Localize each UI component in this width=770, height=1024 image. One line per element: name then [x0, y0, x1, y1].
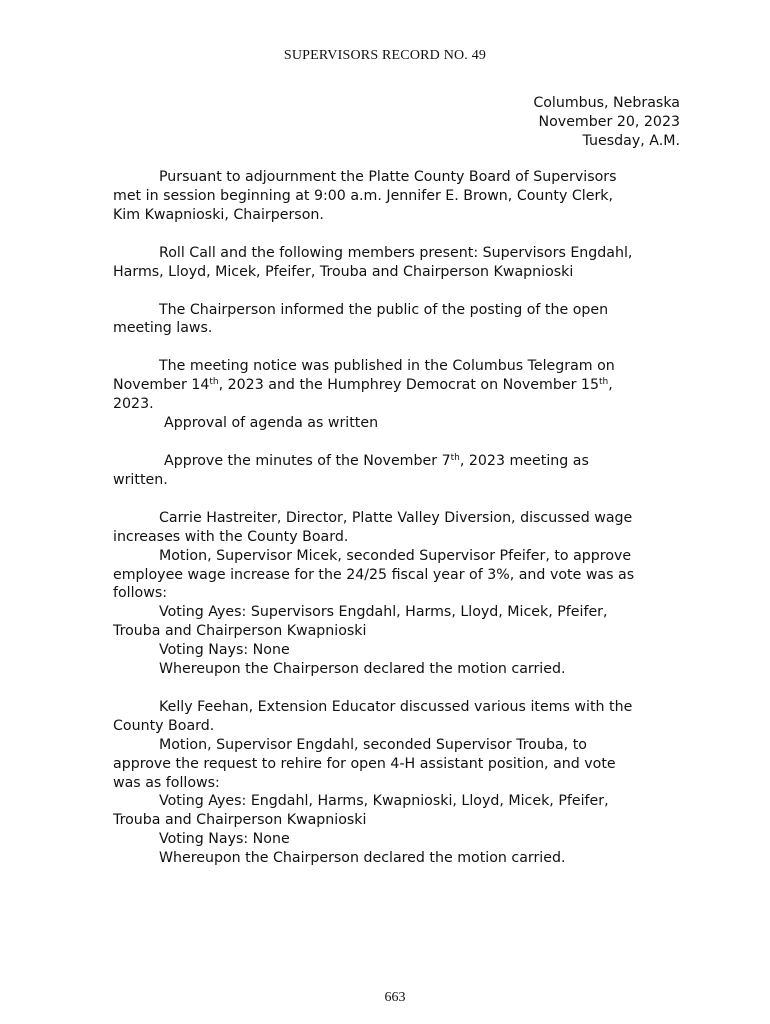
paragraph-wage-discussion [113, 509, 685, 679]
text-line: Carrie Hastreiter, Director, Platte Valley Diversion, discussed wage [159, 509, 633, 526]
paragraph-roll-call [113, 244, 685, 282]
voting-nays: Voting Nays: None [159, 642, 290, 659]
minutes-body [113, 168, 685, 868]
record-title: SUPERVISORS RECORD NO. 49 [283, 48, 487, 63]
agenda-approval: Approval of agenda as written [164, 415, 379, 432]
text-line: Motion, Supervisor Engdahl, seconded Supervisor Trouba, to [159, 736, 587, 753]
text-line: Trouba and Chairperson Kwapnioski [113, 812, 367, 829]
text-line: Voting Ayes: Engdahl, Harms, Kwapnioski, Lloyd, Micek, Pfeifer, [159, 793, 609, 810]
paragraph-meeting-notice [113, 357, 685, 433]
text-line: written. [113, 471, 168, 488]
text-line: Kelly Feehan, Extension Educator discussed various items with the [159, 698, 633, 715]
text-line: employee wage increase for the 24/25 fiscal year of 3%, and vote was as [113, 566, 635, 583]
text-line: meeting laws. [113, 320, 213, 337]
paragraph-open-meeting [113, 301, 685, 339]
paragraph-extension-educator [113, 698, 685, 868]
text-line: Kim Kwapnioski, Chairperson. [113, 206, 324, 223]
text-line: follows: [113, 585, 168, 602]
text-line: County Board. [113, 717, 215, 734]
text-line: Motion, Supervisor Micek, seconded Supervisor Pfeifer, to approve [159, 547, 632, 564]
text-line: Harms, Lloyd, Micek, Pfeifer, Trouba and Chairperson Kwapnioski [113, 263, 574, 280]
meeting-day: Tuesday, A.M. [582, 133, 680, 149]
text-line: was as follows: [113, 774, 220, 791]
motion-carried: Whereupon the Chairperson declared the motion carried. [159, 661, 566, 678]
text-line: approve the request to rehire for open 4-H assistant position, and vote [113, 755, 616, 772]
voting-nays: Voting Nays: None [159, 831, 290, 848]
text-line: November 14th, 2023 and the Humphrey Democrat on November 15th, [113, 377, 613, 394]
text-line: Trouba and Chairperson Kwapnioski [113, 623, 367, 640]
text-line: Pursuant to adjournment the Platte County Board of Supervisors [159, 169, 617, 185]
text-line: Approve the minutes of the November 7th, 2023 meeting as [164, 452, 589, 469]
text-line: Roll Call and the following members present: Supervisors Engdahl, [159, 244, 633, 261]
paragraph-minutes-approval [113, 452, 685, 490]
text-line: 2023. [113, 396, 154, 413]
meeting-date: November 20, 2023 [538, 114, 680, 130]
date-block [533, 94, 680, 151]
page-number: 663 [384, 990, 406, 1005]
paragraph-adjournment [113, 168, 685, 225]
text-line: Voting Ayes: Supervisors Engdahl, Harms, Lloyd, Micek, Pfeifer, [159, 604, 608, 621]
text-line: The Chairperson informed the public of the posting of the open [159, 301, 609, 318]
text-line: increases with the County Board. [113, 528, 349, 545]
text-line: met in session beginning at 9:00 a.m. Jennifer E. Brown, County Clerk, [113, 187, 613, 204]
motion-carried: Whereupon the Chairperson declared the motion carried. [159, 850, 566, 867]
meeting-location: Columbus, Nebraska [533, 95, 680, 111]
text-line: The meeting notice was published in the Columbus Telegram on [159, 358, 615, 375]
